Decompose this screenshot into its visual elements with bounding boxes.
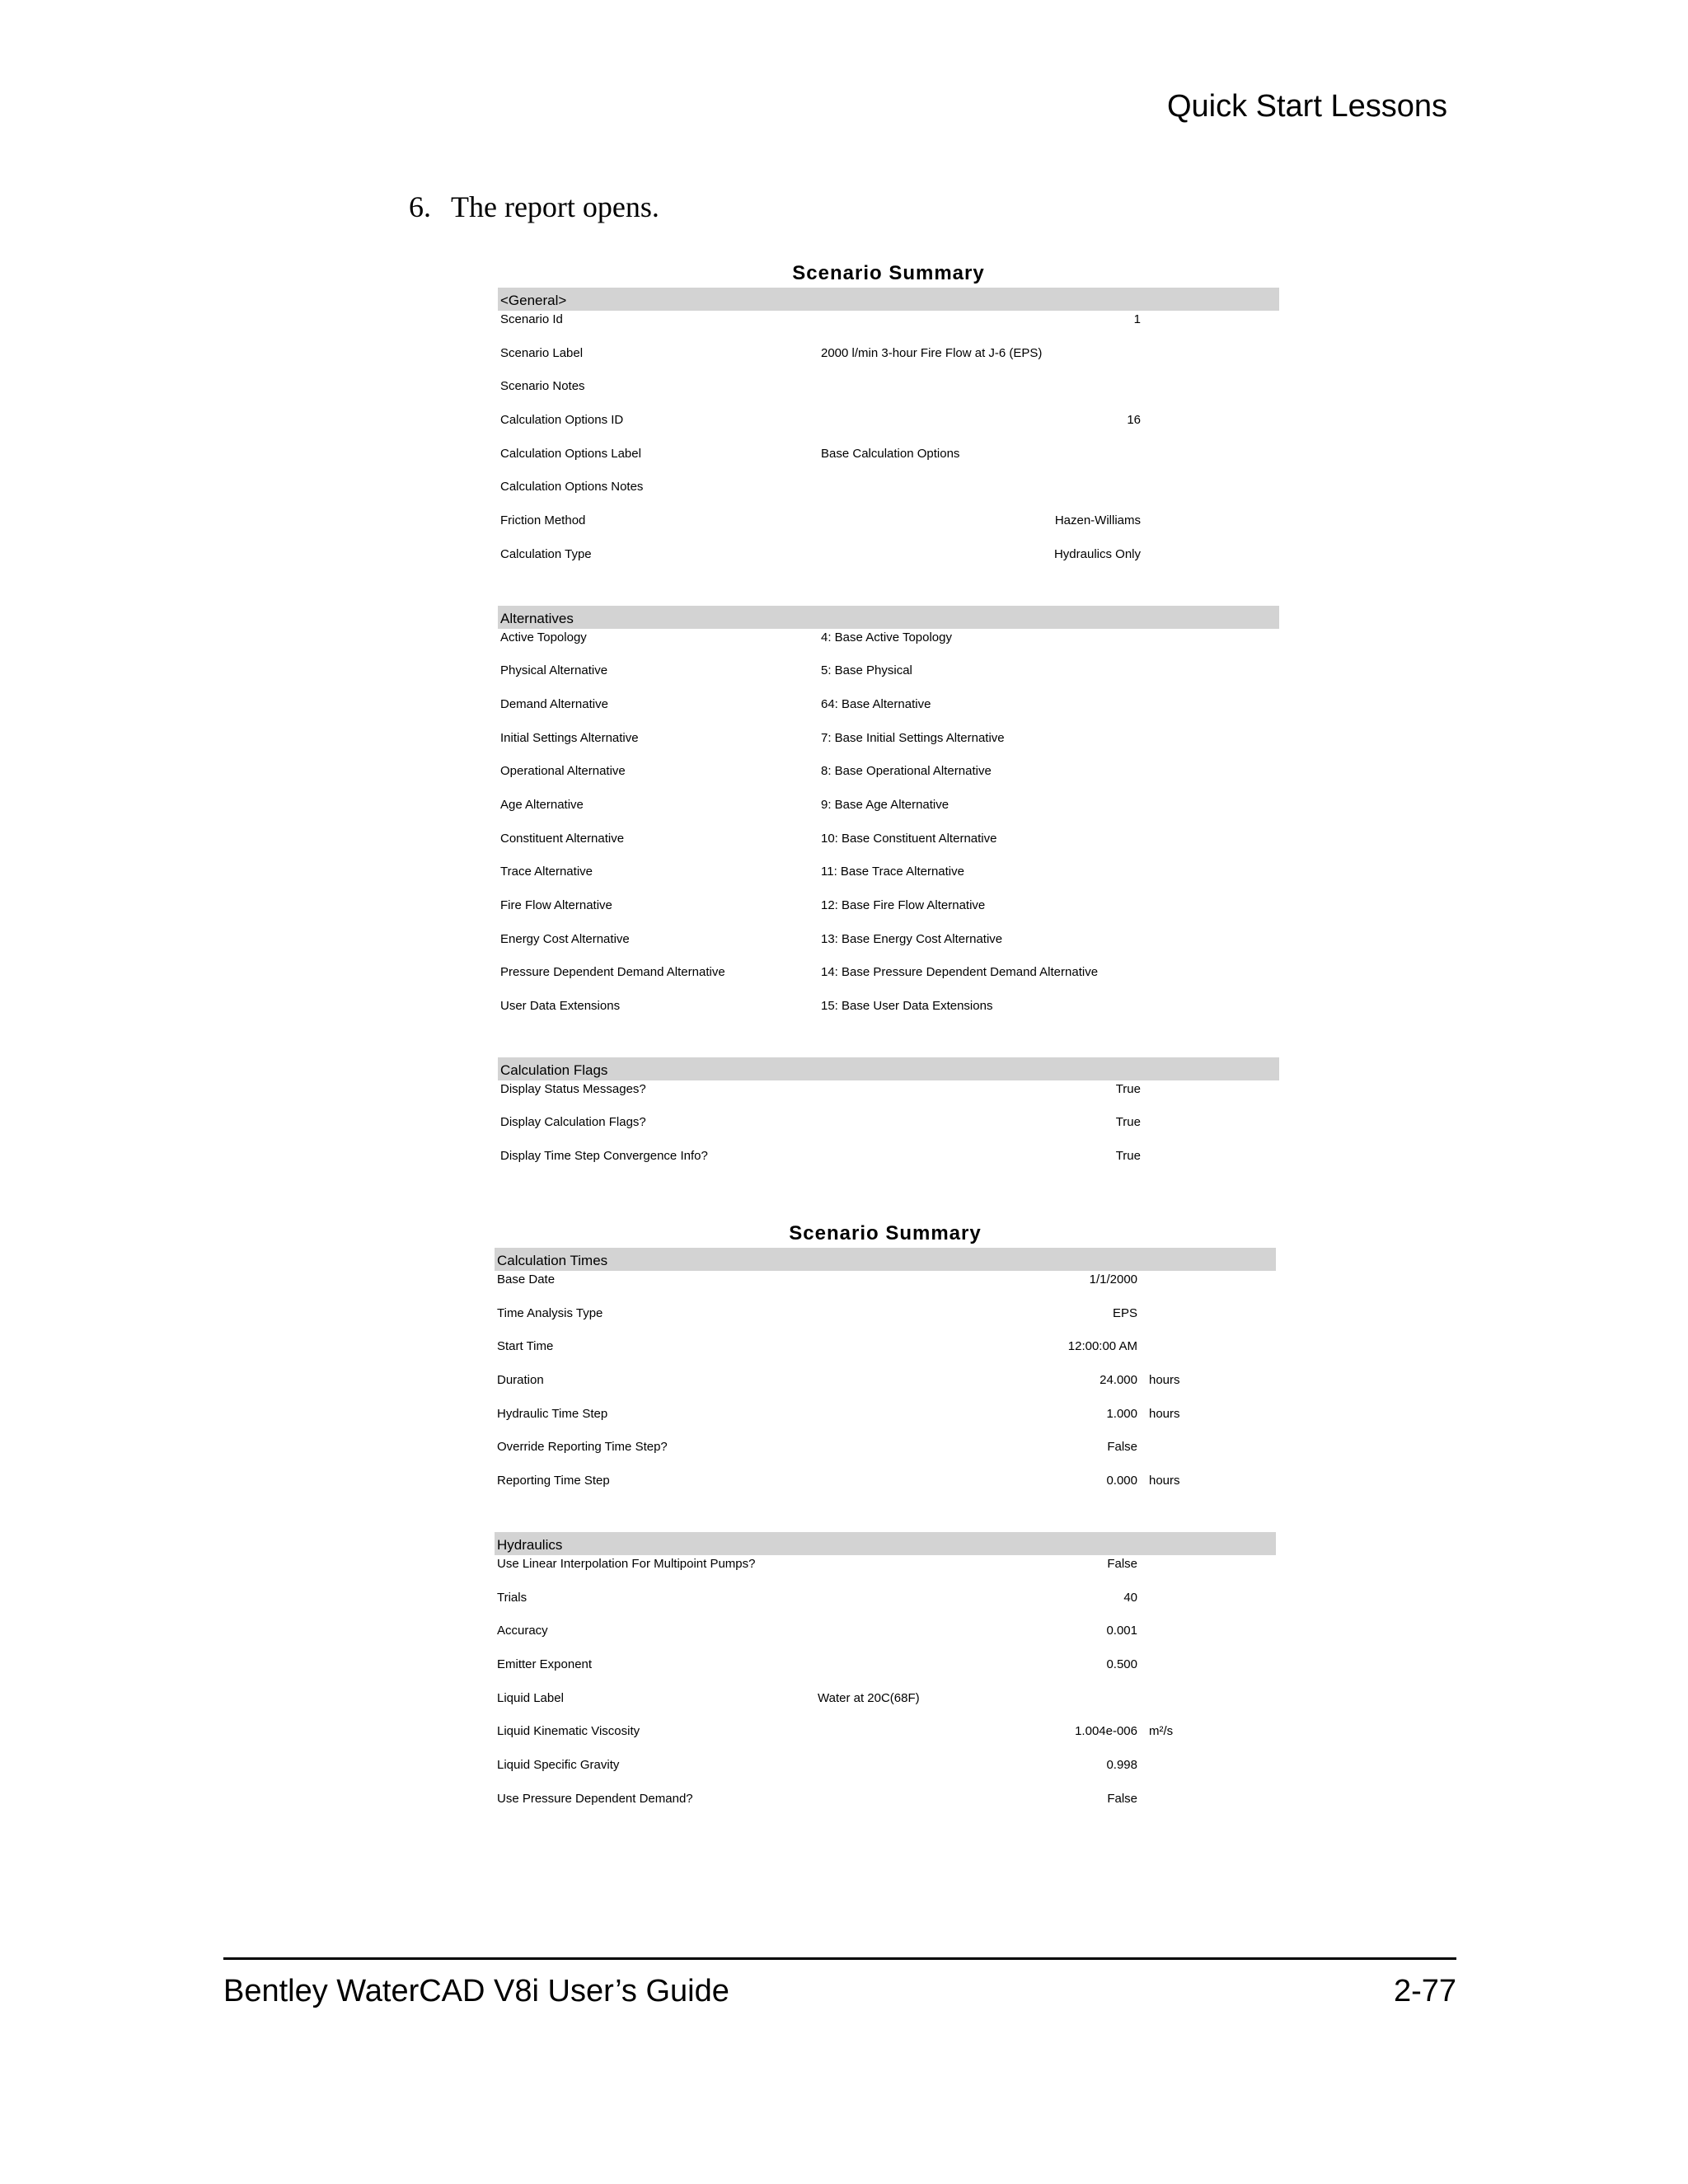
- report-row: [498, 897, 1279, 930]
- row-label: Fire Flow Alternative: [500, 898, 612, 912]
- report-row: [498, 411, 1279, 445]
- row-label: Energy Cost Alternative: [500, 931, 630, 946]
- report-row: [498, 729, 1279, 763]
- report-row: [498, 997, 1279, 1031]
- report-row: [498, 1080, 1279, 1114]
- report-row: [498, 478, 1279, 512]
- row-value: 7: Base Initial Settings Alternative: [821, 730, 1005, 745]
- row-value: 11: Base Trace Alternative: [821, 865, 964, 879]
- report-row: [495, 1271, 1276, 1305]
- section-header: Hydraulics: [495, 1532, 1276, 1555]
- row-label: Liquid Label: [497, 1690, 564, 1705]
- report-row: [498, 377, 1279, 411]
- row-value: 15: Base User Data Extensions: [821, 999, 993, 1014]
- row-value: 1/1/2000: [1089, 1272, 1137, 1286]
- row-value: EPS: [1112, 1305, 1137, 1320]
- row-value: 10: Base Constituent Alternative: [821, 831, 997, 846]
- row-value: True: [1115, 1115, 1141, 1130]
- report-row: [498, 1113, 1279, 1147]
- row-value: 14: Base Pressure Dependent Demand Alternative: [821, 965, 1099, 980]
- row-label: Use Pressure Dependent Demand?: [497, 1791, 693, 1806]
- row-unit: hours: [1149, 1474, 1180, 1488]
- row-label: Hydraulic Time Step: [497, 1406, 608, 1421]
- row-label: Liquid Specific Gravity: [497, 1757, 620, 1772]
- row-label: Scenario Notes: [500, 379, 585, 394]
- row-value: 0.998: [1106, 1757, 1137, 1772]
- row-label: Override Reporting Time Step?: [497, 1440, 668, 1455]
- row-value: False: [1107, 1556, 1137, 1571]
- report-row: [498, 830, 1279, 864]
- scenario-summary-report-2: [495, 1220, 1276, 1849]
- step-text: The report opens.: [451, 190, 659, 223]
- section-header: Alternatives: [498, 606, 1279, 629]
- report-row: [495, 1338, 1276, 1371]
- report-row: [495, 1722, 1276, 1756]
- report-section: [495, 1532, 1276, 1824]
- row-label: Friction Method: [500, 513, 586, 528]
- row-value: 13: Base Energy Cost Alternative: [821, 931, 1003, 946]
- row-label: Operational Alternative: [500, 764, 626, 779]
- report-row: [498, 696, 1279, 729]
- row-label: Demand Alternative: [500, 696, 608, 711]
- row-label: Base Date: [497, 1272, 556, 1286]
- row-value: 40: [1123, 1590, 1137, 1605]
- row-label: Trials: [497, 1590, 528, 1605]
- row-label: Calculation Type: [500, 546, 592, 561]
- report-row: [495, 1589, 1276, 1623]
- row-label: Emitter Exponent: [497, 1657, 593, 1671]
- row-label: Initial Settings Alternative: [500, 730, 639, 745]
- report-row: [498, 662, 1279, 696]
- footer-book-title: Bentley WaterCAD V8i User’s Guide: [223, 1974, 729, 2008]
- footer-rule: [223, 1957, 1456, 1960]
- row-value: 12:00:00 AM: [1067, 1339, 1137, 1354]
- report-row: [498, 963, 1279, 997]
- row-label: Scenario Label: [500, 345, 584, 360]
- report-section: [498, 288, 1279, 579]
- report-row: [498, 796, 1279, 830]
- report-row: [498, 512, 1279, 546]
- report-row: [495, 1472, 1276, 1506]
- report-section: [495, 1248, 1276, 1506]
- row-label: Calculation Options Label: [500, 446, 641, 461]
- row-label: Liquid Kinematic Viscosity: [497, 1724, 640, 1739]
- row-value: True: [1115, 1149, 1141, 1164]
- section-header: <General>: [498, 288, 1279, 311]
- report-row: [495, 1656, 1276, 1690]
- report-title: Scenario Summary: [792, 262, 985, 284]
- row-value: Hydraulics Only: [1053, 546, 1141, 561]
- report-row: [495, 1555, 1276, 1589]
- row-label: Display Status Messages?: [500, 1081, 646, 1096]
- row-value: Water at 20C(68F): [818, 1690, 920, 1705]
- section-header: Calculation Flags: [498, 1057, 1279, 1080]
- row-label: Start Time: [497, 1339, 554, 1354]
- row-value: False: [1107, 1440, 1137, 1455]
- row-value: 4: Base Active Topology: [821, 630, 952, 644]
- row-value: 5: Base Physical: [821, 663, 912, 678]
- report-row: [495, 1622, 1276, 1656]
- report-row: [498, 930, 1279, 964]
- row-value: 1.000: [1106, 1406, 1137, 1421]
- row-label: Scenario Id: [500, 312, 563, 326]
- report-row: [495, 1438, 1276, 1472]
- report-row: [495, 1790, 1276, 1824]
- report-row: [495, 1690, 1276, 1723]
- report-row: [498, 344, 1279, 378]
- row-label: Age Alternative: [500, 797, 584, 812]
- row-unit: hours: [1149, 1373, 1180, 1388]
- row-value: 24.000: [1100, 1373, 1137, 1388]
- row-label: Duration: [497, 1373, 544, 1388]
- row-value: 1.004e-006: [1075, 1724, 1137, 1739]
- step-item: [409, 190, 659, 224]
- row-label: Display Calculation Flags?: [500, 1115, 646, 1130]
- row-value: Hazen-Williams: [1054, 513, 1141, 528]
- row-value: Base Calculation Options: [821, 446, 960, 461]
- row-value: 12: Base Fire Flow Alternative: [821, 898, 986, 912]
- row-value: 64: Base Alternative: [821, 696, 931, 711]
- row-label: Accuracy: [497, 1624, 548, 1638]
- report-row: [495, 1371, 1276, 1405]
- row-label: Physical Alternative: [500, 663, 608, 678]
- report-sections: [498, 288, 1279, 1181]
- row-label: Constituent Alternative: [500, 831, 625, 846]
- report-row: [498, 311, 1279, 344]
- row-value: True: [1115, 1081, 1141, 1096]
- row-label: Display Time Step Convergence Info?: [500, 1149, 708, 1164]
- row-value: False: [1107, 1791, 1137, 1806]
- row-unit: m²/s: [1149, 1724, 1174, 1739]
- step-number: 6.: [409, 190, 431, 223]
- report-row: [495, 1405, 1276, 1439]
- row-value: 9: Base Age Alternative: [821, 797, 950, 812]
- section-header: Calculation Times: [495, 1248, 1276, 1271]
- row-label: Trace Alternative: [500, 865, 593, 879]
- row-value: 16: [1127, 413, 1141, 428]
- report-sections: [495, 1248, 1276, 1823]
- report-row: [498, 863, 1279, 897]
- scenario-summary-report-1: [498, 260, 1279, 1207]
- row-label: Calculation Options ID: [500, 413, 624, 428]
- running-head: Quick Start Lessons: [1166, 89, 1447, 124]
- report-row: [495, 1305, 1276, 1338]
- row-value: 8: Base Operational Alternative: [821, 764, 992, 779]
- report-title: Scenario Summary: [789, 1222, 982, 1244]
- row-value: 0.000: [1106, 1474, 1137, 1488]
- row-value: 2000 l/min 3-hour Fire Flow at J-6 (EPS): [821, 345, 1043, 360]
- report-row: [498, 1147, 1279, 1181]
- report-section: [498, 606, 1279, 1031]
- row-label: User Data Extensions: [500, 999, 621, 1014]
- row-label: Time Analysis Type: [497, 1305, 603, 1320]
- report-row: [498, 546, 1279, 579]
- report-row: [498, 762, 1279, 796]
- row-label: Use Linear Interpolation For Multipoint Pumps?: [497, 1556, 756, 1571]
- row-value: 1: [1133, 312, 1141, 326]
- row-unit: hours: [1149, 1406, 1180, 1421]
- report-row: [498, 445, 1279, 479]
- row-label: Active Topology: [500, 630, 587, 644]
- row-label: Pressure Dependent Demand Alternative: [500, 965, 725, 980]
- row-label: Calculation Options Notes: [500, 480, 644, 494]
- footer-page-number: 2-77: [1393, 1974, 1456, 2008]
- row-value: 0.001: [1106, 1624, 1137, 1638]
- report-row: [498, 629, 1279, 663]
- report-row: [495, 1756, 1276, 1790]
- row-value: 0.500: [1106, 1657, 1137, 1671]
- row-label: Reporting Time Step: [497, 1474, 610, 1488]
- report-section: [498, 1057, 1279, 1181]
